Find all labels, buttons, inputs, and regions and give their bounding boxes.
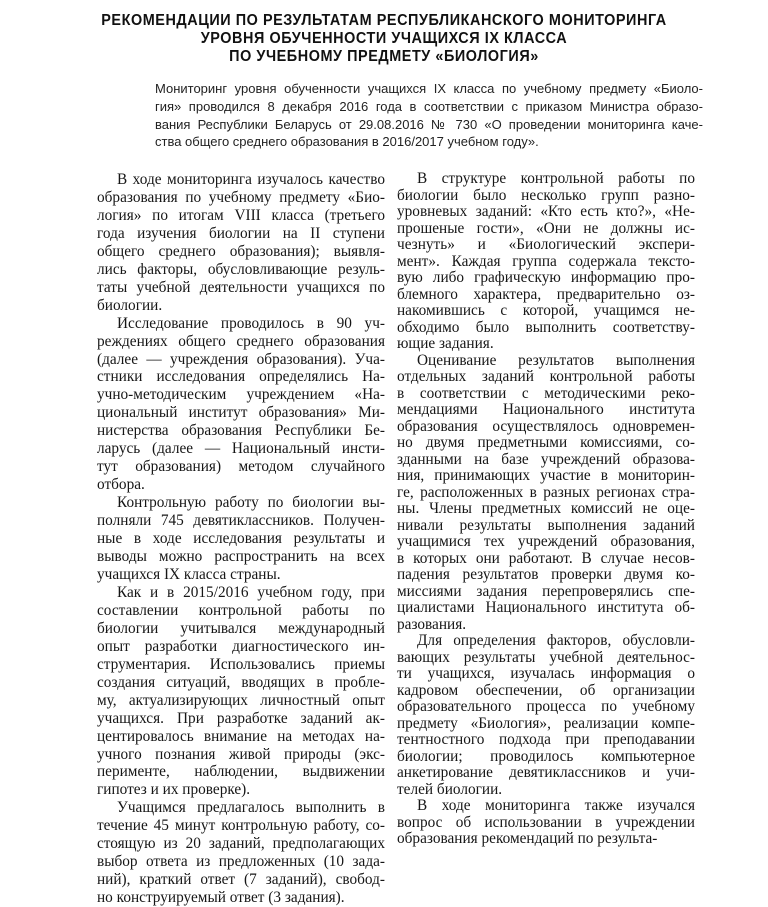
text-line: тентностного подхода при преподавании <box>397 731 695 748</box>
left-column <box>97 171 385 907</box>
text-line: биологии. <box>97 296 163 314</box>
text-line: гипотез и их проверке). <box>97 781 251 799</box>
text-line: опыт разработки диагностического ин- <box>97 637 385 655</box>
text-line: общего среднего образования); выявля- <box>97 242 385 260</box>
text-line: му, актуализирующих личностный опыт <box>97 691 385 709</box>
text-line: полняли 745 девятиклассников. Получен- <box>97 512 385 530</box>
text-line: центировалось внимание на методах на- <box>97 727 385 745</box>
text-line: отбора. <box>97 476 145 494</box>
text-line: отдельных заданий контрольной работы <box>397 368 695 385</box>
text-line: составлении контрольной работы по <box>97 601 385 619</box>
title-line: РЕКОМЕНДАЦИИ ПО РЕЗУЛЬТАТАМ РЕСПУБЛИКАНСКОГО МОНИТОРИНГА <box>101 12 667 29</box>
body-paragraph <box>97 584 385 799</box>
text-line: биологии учитывался международный <box>97 619 385 637</box>
text-line: учного познания живой природы (экс- <box>97 745 385 763</box>
text-line: разования. <box>397 615 467 633</box>
text-line: нивали результаты выполнения заданий <box>397 516 695 534</box>
text-line: циональный институт образования» Ми- <box>97 404 385 422</box>
text-line: мендациями Национального института <box>397 401 695 418</box>
text-line: Учащимся предлагалось выполнить в <box>117 799 385 817</box>
text-line: учащимися тех учреждений образования, <box>397 533 695 550</box>
body-paragraph <box>397 353 695 634</box>
intro-line: ства общего среднего образования в 2016/2017 учебном году». <box>155 134 539 150</box>
document-title <box>27 12 741 66</box>
text-line: реждениях общего среднего образования <box>97 332 385 350</box>
text-line: В структуре контрольной работы по <box>417 170 695 187</box>
text-line: зданными на базе учреждений образова- <box>397 450 695 468</box>
text-line: ющие задания. <box>397 335 494 352</box>
text-line: биологии было несколько групп разно- <box>397 186 695 204</box>
text-line: создания ситуаций, вводящих в пробле- <box>97 673 385 691</box>
text-line: стоящую из 20 заданий, предполагающих <box>97 835 385 853</box>
text-line: Как и в 2015/2016 учебном году, при <box>117 583 385 601</box>
text-line: вую либо графическую информацию про- <box>397 269 695 286</box>
text-line: кадровом обеспечении, об организации <box>397 681 695 699</box>
text-line: ны. Члены предметных комиссий не оце- <box>397 500 695 517</box>
intro-paragraph <box>155 80 703 151</box>
text-line: биологии; проводилось компьютерное <box>397 747 695 765</box>
text-line: логия» по итогам VIII класса (третьего <box>97 206 385 224</box>
text-line: блемного характера, предварительно оз- <box>397 285 695 303</box>
right-column <box>397 171 695 848</box>
text-line: прошеные гости», «Они не должны ис- <box>397 219 695 237</box>
text-line: ний), краткий ответ (7 заданий), свобод- <box>97 871 385 889</box>
text-line: В ходе мониторинга изучалось качество <box>117 171 385 188</box>
text-line: анкетирование девятиклассников и учи- <box>397 764 695 781</box>
text-line: выводы можно распространить на всех <box>97 548 385 566</box>
text-line: обходимо было выполнить соответству- <box>397 318 695 336</box>
body-paragraph <box>97 494 385 584</box>
text-line: падения результатов проверки двумя ко- <box>397 566 695 583</box>
text-line: в которых они работают. В случае несов- <box>397 549 695 567</box>
text-line: чезнуть» и «Биологический экспери- <box>397 236 695 253</box>
text-line: уровневых заданий: «Кто есть кто?», «Не- <box>397 203 695 220</box>
text-line: мент». Каждая группа содержала тексто- <box>397 252 695 270</box>
text-line: Для определения факторов, обусловли- <box>417 632 695 649</box>
body-paragraph <box>97 799 385 907</box>
text-line: но конструируемый ответ (3 задания). <box>97 889 345 907</box>
text-line: циалистами Национального института об- <box>397 599 695 616</box>
text-line: телей биологии. <box>397 780 503 798</box>
text-line: в соответствии с методическими реко- <box>397 384 695 402</box>
intro-line: гия» проводился 8 декабря 2016 года в соответствии с приказом Министра образо- <box>155 98 703 114</box>
text-line: учащихся. При разработке заданий ак- <box>97 709 385 727</box>
text-line: Контрольную работу по биологии вы- <box>117 494 385 512</box>
text-line: лись факторы, обусловливающие резуль- <box>97 260 385 278</box>
intro-line: вания Республики Беларусь от 29.08.2016 № 730 «О проведении мониторинга каче- <box>155 116 703 132</box>
text-line: течение 45 минут контрольную работу, со- <box>97 817 385 835</box>
text-line: стники исследования определялись На- <box>97 368 385 386</box>
text-line: тут образования) методом случайного <box>97 458 385 476</box>
text-line: образования по учебному предмету «Био- <box>97 188 385 206</box>
text-line: учащихся IX класса страны. <box>97 565 281 583</box>
text-line: нистерства образования Республики Бе- <box>97 422 385 440</box>
text-line: но двумя предметными комиссиями, со- <box>397 434 695 451</box>
text-line: образования рекомендаций по результа- <box>397 830 658 847</box>
text-line: учно-методическим учреждением «На- <box>97 386 385 404</box>
text-line: ге, расположенных в разных регионах стра- <box>397 483 695 501</box>
text-line: ные в ходе исследования результаты и <box>97 530 385 548</box>
text-line: Исследование проводилось в 90 уч- <box>117 314 385 332</box>
text-line: накомившись с которой, учащимся не- <box>397 302 695 319</box>
body-paragraph <box>397 633 695 798</box>
text-line: В ходе мониторинга также изучался <box>417 797 695 814</box>
text-line: перименте, наблюдении, выдвижении <box>97 763 385 781</box>
body-paragraph <box>97 315 385 495</box>
title-line: УРОВНЯ ОБУЧЕННОСТИ УЧАЩИХСЯ IX КЛАССА <box>200 30 568 47</box>
text-line: выбор ответа из предложенных (10 зада- <box>97 853 385 871</box>
text-line: вающих результаты учебной деятельнос- <box>397 648 695 666</box>
text-line: образовательного процесса по учебному <box>397 698 695 715</box>
text-line: таты учебной деятельности учащихся по <box>97 278 385 296</box>
text-line: ти учащихся, изучалась информация о <box>397 665 695 682</box>
text-line: предмету «Биология», реализации компе- <box>397 714 695 732</box>
text-line: Оценивание результатов выполнения <box>417 351 695 369</box>
text-line: образования осуществлялось одновремен- <box>397 417 695 435</box>
body-paragraph <box>97 171 385 315</box>
text-line: ларусь (далее — Национальный инсти- <box>97 440 385 458</box>
body-paragraph <box>397 798 695 848</box>
intro-line: Мониторинг уровня обученности учащихся IX класса по учебному предмету «Биоло- <box>155 81 703 96</box>
text-line: вопрос об использовании в учреждении <box>397 813 695 831</box>
text-line: струментария. Использовались приемы <box>97 655 385 673</box>
text-line: года изучения биологии на II ступени <box>97 224 385 242</box>
text-line: (далее — учреждения образования). Уча- <box>97 350 385 368</box>
text-line: миссиями задания перепроверялись спе- <box>397 582 695 600</box>
title-line: ПО УЧЕБНОМУ ПРЕДМЕТУ «БИОЛОГИЯ» <box>229 48 539 65</box>
text-line: ния, принимающих участие в мониторин- <box>397 467 695 484</box>
body-paragraph <box>397 171 695 353</box>
